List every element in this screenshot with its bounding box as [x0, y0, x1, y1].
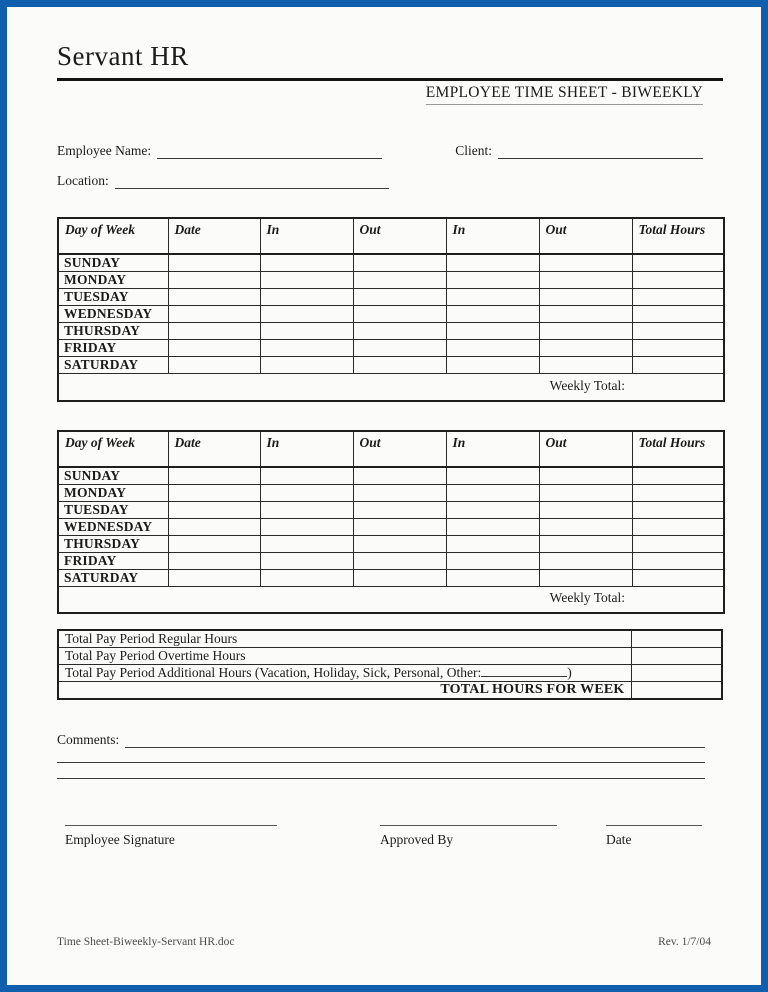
client-label: Client: [455, 143, 492, 158]
date-line[interactable] [606, 825, 702, 830]
day-label: SATURDAY [58, 569, 168, 586]
col-header-out1: Out [353, 218, 446, 254]
day-label: THURSDAY [58, 323, 168, 340]
table-row [58, 569, 724, 586]
location-input[interactable] [115, 174, 389, 189]
header-row [58, 218, 724, 254]
in-cell[interactable] [260, 484, 353, 501]
total-hours-cell[interactable] [632, 535, 724, 552]
col-header-out2: Out [539, 218, 632, 254]
in-cell[interactable] [260, 467, 353, 485]
overtime-hours-label: Total Pay Period Overtime Hours [58, 648, 631, 665]
approved-by-block [380, 825, 557, 848]
comments-section [57, 730, 723, 779]
table-row [58, 552, 724, 569]
in-cell[interactable] [446, 501, 539, 518]
weekly-total-cell[interactable] [58, 586, 724, 613]
date-cell[interactable] [168, 289, 260, 306]
out-cell[interactable] [353, 501, 446, 518]
col-header-total: Total Hours [632, 218, 724, 254]
in-cell[interactable] [260, 289, 353, 306]
out-cell[interactable] [539, 306, 632, 323]
regular-hours-label: Total Pay Period Regular Hours [58, 630, 631, 648]
date-cell[interactable] [168, 467, 260, 485]
company-name: Servant HR [57, 41, 189, 71]
out-cell[interactable] [353, 323, 446, 340]
day-label: FRIDAY [58, 552, 168, 569]
page-footer [57, 936, 711, 948]
table-row [58, 323, 724, 340]
table-row [58, 467, 724, 485]
day-label: THURSDAY [58, 535, 168, 552]
day-label: FRIDAY [58, 340, 168, 357]
in-cell[interactable] [446, 272, 539, 289]
out-cell[interactable] [539, 289, 632, 306]
table-row [58, 272, 724, 289]
col-header-out2: Out [539, 431, 632, 467]
in-cell[interactable] [260, 323, 353, 340]
regular-hours-cell[interactable] [631, 630, 722, 648]
out-cell[interactable] [353, 467, 446, 485]
in-cell[interactable] [446, 569, 539, 586]
table-row [58, 630, 722, 648]
in-cell[interactable] [446, 340, 539, 357]
in-cell[interactable] [446, 467, 539, 485]
total-hours-cell[interactable] [632, 323, 724, 340]
out-cell[interactable] [539, 501, 632, 518]
document-title: EMPLOYEE TIME SHEET - BIWEEKLY [426, 84, 703, 105]
in-cell[interactable] [260, 272, 353, 289]
table-row [58, 518, 724, 535]
comments-label: Comments: [57, 732, 120, 747]
employee-signature-label: Employee Signature [65, 832, 175, 847]
out-cell[interactable] [353, 340, 446, 357]
in-cell[interactable] [446, 289, 539, 306]
out-cell[interactable] [539, 552, 632, 569]
total-hours-cell[interactable] [632, 552, 724, 569]
out-cell[interactable] [539, 518, 632, 535]
total-hours-cell[interactable] [632, 306, 724, 323]
out-cell[interactable] [353, 254, 446, 272]
header-row [58, 431, 724, 467]
employee-name-label: Employee Name: [57, 143, 152, 158]
table-row [58, 665, 722, 682]
out-cell[interactable] [353, 569, 446, 586]
date-cell[interactable] [168, 323, 260, 340]
out-cell[interactable] [539, 357, 632, 374]
out-cell[interactable] [353, 289, 446, 306]
in-cell[interactable] [260, 340, 353, 357]
date-cell[interactable] [168, 272, 260, 289]
day-label: WEDNESDAY [58, 518, 168, 535]
day-label: WEDNESDAY [58, 306, 168, 323]
table-row [58, 340, 724, 357]
weekly-total-cell[interactable] [58, 374, 724, 401]
in-cell[interactable] [260, 552, 353, 569]
out-cell[interactable] [353, 552, 446, 569]
in-cell[interactable] [260, 518, 353, 535]
client-input[interactable] [498, 144, 703, 159]
date-block [606, 825, 702, 848]
date-cell[interactable] [168, 357, 260, 374]
day-label: SATURDAY [58, 357, 168, 374]
weekly-total-row [58, 586, 724, 613]
in-cell[interactable] [446, 357, 539, 374]
overtime-hours-cell[interactable] [631, 648, 722, 665]
table-row [58, 682, 722, 700]
total-hours-cell[interactable] [632, 501, 724, 518]
footer-filename: Time Sheet-Biweekly-Servant HR.doc [57, 936, 235, 948]
location-label: Location: [57, 173, 109, 188]
date-cell[interactable] [168, 535, 260, 552]
employee-signature-block [65, 825, 277, 848]
table-row [58, 648, 722, 665]
table-row [58, 289, 724, 306]
comments-input-line-1[interactable] [125, 733, 705, 748]
other-hours-input[interactable] [481, 665, 567, 677]
header-rule [57, 78, 723, 81]
total-hours-cell[interactable] [632, 272, 724, 289]
in-cell[interactable] [260, 254, 353, 272]
date-label: Date [606, 832, 632, 847]
day-label: MONDAY [58, 484, 168, 501]
comments-input-line-2[interactable] [57, 761, 705, 763]
total-hours-cell[interactable] [632, 518, 724, 535]
in-cell[interactable] [260, 501, 353, 518]
col-header-date: Date [168, 218, 260, 254]
out-cell[interactable] [539, 484, 632, 501]
col-header-in1: In [260, 218, 353, 254]
week-table-1 [57, 217, 725, 402]
date-cell[interactable] [168, 306, 260, 323]
date-cell[interactable] [168, 552, 260, 569]
out-cell[interactable] [353, 306, 446, 323]
week-table-2 [57, 430, 725, 615]
in-cell[interactable] [446, 323, 539, 340]
day-label: SUNDAY [58, 467, 168, 485]
client-field [455, 143, 703, 159]
in-cell[interactable] [446, 306, 539, 323]
additional-hours-label: Total Pay Period Additional Hours (Vacation, Holiday, Sick, Personal, Other: ) [58, 665, 631, 682]
col-header-day: Day of Week [58, 431, 168, 467]
total-hours-week-cell[interactable] [631, 682, 722, 700]
in-cell[interactable] [446, 552, 539, 569]
out-cell[interactable] [353, 357, 446, 374]
total-hours-cell[interactable] [632, 254, 724, 272]
table-row [58, 484, 724, 501]
out-cell[interactable] [539, 340, 632, 357]
date-cell[interactable] [168, 340, 260, 357]
out-cell[interactable] [353, 535, 446, 552]
total-hours-week-label: TOTAL HOURS FOR WEEK [58, 682, 631, 700]
col-header-out1: Out [353, 431, 446, 467]
weekly-total-label: Weekly Total: [549, 590, 625, 605]
day-label: SUNDAY [58, 254, 168, 272]
col-header-date: Date [168, 431, 260, 467]
out-cell[interactable] [539, 323, 632, 340]
out-cell[interactable] [353, 484, 446, 501]
total-hours-cell[interactable] [632, 357, 724, 374]
approved-by-label: Approved By [380, 832, 454, 847]
in-cell[interactable] [446, 518, 539, 535]
out-cell[interactable] [539, 254, 632, 272]
out-cell[interactable] [539, 569, 632, 586]
total-hours-cell[interactable] [632, 484, 724, 501]
date-cell[interactable] [168, 518, 260, 535]
weekly-total-row [58, 374, 724, 401]
day-label: MONDAY [58, 272, 168, 289]
total-hours-cell[interactable] [632, 569, 724, 586]
total-hours-cell[interactable] [632, 467, 724, 485]
in-cell[interactable] [446, 535, 539, 552]
additional-hours-cell[interactable] [631, 665, 722, 682]
date-cell[interactable] [168, 501, 260, 518]
table-row [58, 306, 724, 323]
signature-section [57, 825, 723, 875]
in-cell[interactable] [446, 484, 539, 501]
col-header-total: Total Hours [632, 431, 724, 467]
day-label: TUESDAY [58, 289, 168, 306]
in-cell[interactable] [260, 357, 353, 374]
approved-by-line[interactable] [380, 825, 557, 830]
date-cell[interactable] [168, 484, 260, 501]
employee-name-input[interactable] [157, 144, 382, 159]
in-cell[interactable] [260, 535, 353, 552]
table-row [58, 501, 724, 518]
in-cell[interactable] [260, 569, 353, 586]
pay-period-table [57, 629, 723, 700]
out-cell[interactable] [539, 535, 632, 552]
comments-input-line-3[interactable] [57, 777, 705, 779]
employee-signature-line[interactable] [65, 825, 277, 830]
col-header-in1: In [260, 431, 353, 467]
weekly-total-label: Weekly Total: [549, 377, 625, 393]
total-hours-cell[interactable] [632, 340, 724, 357]
out-cell[interactable] [539, 467, 632, 485]
in-cell[interactable] [446, 254, 539, 272]
title-row [57, 84, 723, 105]
col-header-in2: In [446, 218, 539, 254]
day-label: TUESDAY [58, 501, 168, 518]
out-cell[interactable] [353, 518, 446, 535]
form-fields [57, 141, 723, 189]
total-hours-cell[interactable] [632, 289, 724, 306]
out-cell[interactable] [353, 272, 446, 289]
table-row [58, 535, 724, 552]
col-header-in2: In [446, 431, 539, 467]
col-header-day: Day of Week [58, 218, 168, 254]
date-cell[interactable] [168, 254, 260, 272]
table-row [58, 254, 724, 272]
out-cell[interactable] [539, 272, 632, 289]
table-row [58, 357, 724, 374]
footer-revision: Rev. 1/7/04 [658, 936, 711, 948]
timesheet-page [7, 7, 761, 985]
date-cell[interactable] [168, 569, 260, 586]
in-cell[interactable] [260, 306, 353, 323]
